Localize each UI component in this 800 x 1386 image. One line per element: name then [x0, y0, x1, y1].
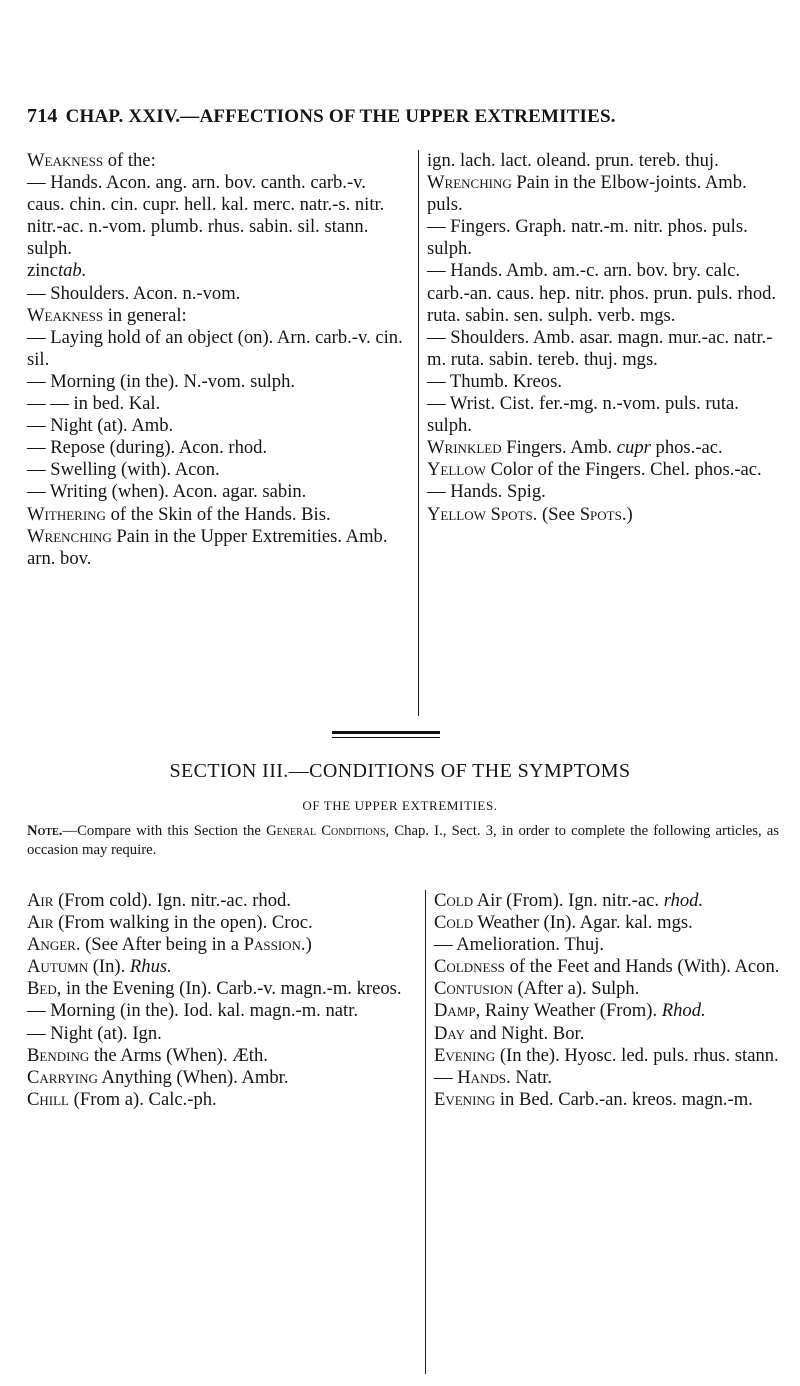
entry-heading: Bending [27, 1044, 90, 1066]
index-entry [427, 216, 779, 260]
index-entry [427, 393, 779, 437]
section-title: SECTION III.—CONDITIONS OF THE SYMPTOMS [169, 760, 631, 782]
entry-text: ) [305, 934, 312, 956]
entry-heading: Air [27, 912, 54, 934]
entry-heading: Damp, [434, 1000, 481, 1022]
entry-heading: Withering [27, 503, 106, 525]
entry-reference: Passion. [243, 934, 306, 956]
index-entry [434, 1023, 780, 1045]
index-entry [434, 956, 780, 978]
index-entry [434, 934, 780, 956]
section-subtitle: OF THE UPPER EXTREMITIES. [302, 798, 498, 813]
entry-text: — Night (at). Amb. [27, 415, 174, 437]
index-entry [27, 1045, 407, 1067]
index-entry [427, 459, 779, 481]
entry-italic-remedy: rhod. [663, 890, 704, 911]
index-entry [27, 912, 407, 934]
index-entry [427, 150, 779, 172]
note-text-2: , Chap. I., Sect. 3, in order to complete the following articles, as occasion may require. [27, 823, 780, 858]
entry-heading: Contusion [434, 978, 513, 1000]
index-entry [27, 481, 405, 503]
index-entry [27, 305, 405, 327]
index-entry [434, 890, 780, 912]
entry-text: of the: [103, 150, 156, 171]
entry-heading: Wrenching [27, 525, 112, 547]
entry-text: of the Skin of the Hands. Bis. [105, 503, 331, 525]
entry-heading: Yellow Spots. [427, 503, 538, 525]
index-entry [27, 437, 405, 459]
index-entry [434, 978, 780, 1000]
index-entry [427, 327, 779, 371]
entry-heading: Wrinkled [427, 437, 502, 459]
index-entry [27, 956, 407, 978]
entry-text: (In the). Hyosc. led. puls. rhus. stann. [495, 1044, 779, 1066]
entry-text: — Shoulders. Amb. asar. magn. mur.-ac. natr.-m. ruta. sabin. tereb. thuj. mgs. [427, 326, 773, 370]
entry-heading: Anger. [27, 934, 81, 956]
entry-text: — Night (at). Ign. [27, 1022, 162, 1044]
index-entry [27, 283, 405, 305]
entry-text: in the Evening (In). Carb.-v. magn.-m. kreos. [61, 978, 402, 1000]
entry-text: — Hands. Acon. ang. arn. bov. canth. carb.-v. caus. chin. cin. cupr. hell. kal. merc. natr.-s. nitr. nitr.-ac. n.-vom. plumb. rhus. sabin. sil. stann. sulph. [27, 172, 385, 260]
index-entry [434, 1067, 780, 1089]
entry-text: of the Feet and Hands (With). Acon. [504, 956, 780, 978]
index-entry [427, 437, 779, 459]
upper-right-column [427, 150, 779, 526]
entry-heading: Bed, [27, 978, 62, 1000]
entry-text: — Shoulders. Acon. n.-vom. [27, 282, 241, 304]
index-entry [434, 1045, 780, 1067]
entry-italic-remedy: Rhus. [129, 956, 172, 978]
page-header [27, 105, 787, 128]
entry-text: Fingers. Amb. [501, 437, 617, 459]
entry-text: Anything (When). Ambr. [97, 1066, 289, 1088]
entry-text: — Swelling (with). Acon. [27, 459, 220, 481]
entry-heading: Cold [434, 912, 474, 934]
note-text-1: —Compare with this Section the [62, 823, 267, 839]
entry-heading: Wrenching [427, 172, 512, 194]
section-rule-top [332, 731, 440, 734]
page-number: 714 [27, 105, 58, 127]
entry-text: in Bed. Carb.-an. kreos. magn.-m. [495, 1088, 753, 1110]
section-rule-bottom [332, 737, 440, 738]
entry-text: — Laying hold of an object (on). Arn. carb.-v. cin. sil. [27, 326, 403, 370]
upper-column-divider [418, 150, 419, 716]
index-entry [27, 172, 405, 260]
entry-text: — Writing (when). Acon. agar. sabin. [27, 481, 307, 503]
entry-text: (See After being in a [80, 934, 244, 956]
entry-heading: Day [434, 1022, 466, 1044]
entry-text: — Repose (during). Acon. rhod. [27, 437, 268, 459]
index-entry [27, 978, 407, 1000]
index-entry [434, 1089, 780, 1111]
entry-text: — — in bed. Kal. [27, 393, 161, 415]
entry-text: — Morning (in the). Iod. kal. magn.-m. natr. [27, 1000, 359, 1022]
index-entry [27, 1023, 407, 1045]
index-entry [27, 1067, 407, 1089]
index-entry [427, 260, 779, 326]
entry-italic-remedy: tab. [57, 260, 87, 282]
entry-text: Natr. [510, 1066, 553, 1088]
note-reference: General Conditions [266, 823, 386, 839]
entry-heading: Air [27, 890, 54, 911]
index-entry [27, 393, 405, 415]
entry-heading: Yellow [427, 459, 486, 481]
lower-right-column [434, 890, 780, 1111]
entry-text: — Wrist. Cist. fer.-mg. n.-vom. puls. ruta. sulph. [427, 393, 739, 437]
entry-text: (In). [88, 956, 130, 978]
entry-text: Air (From). Ign. nitr.-ac. [473, 890, 664, 911]
entry-heading: Hands. [457, 1066, 511, 1088]
entry-text: (After a). Sulph. [512, 978, 640, 1000]
entry-heading: Carrying [27, 1066, 98, 1088]
index-entry [27, 1089, 407, 1111]
note-label: Note. [27, 823, 63, 839]
entry-text: (From walking in the open). Croc. [53, 912, 313, 934]
entry-heading: Evening [434, 1088, 496, 1110]
index-entry [27, 327, 405, 371]
entry-text: Rainy Weather (From). [480, 1000, 662, 1022]
index-entry [27, 526, 405, 570]
entry-text: the Arms (When). Æth. [89, 1044, 268, 1066]
entry-text: — [434, 1066, 458, 1088]
entry-heading: Cold [434, 890, 474, 911]
index-entry [27, 415, 405, 437]
entry-heading: Autumn [27, 956, 89, 978]
entry-text: (See [537, 503, 580, 525]
entry-text: (From a). Calc.-ph. [69, 1088, 217, 1110]
lower-column-divider [425, 890, 426, 1374]
index-entry [27, 934, 407, 956]
entry-text: — Fingers. Graph. natr.-m. nitr. phos. puls. sulph. [427, 216, 748, 260]
index-entry [27, 150, 405, 172]
entry-italic-remedy: cupr [616, 437, 651, 459]
entry-text: zinc [27, 260, 58, 282]
entry-text: phos.-ac. [650, 437, 723, 459]
index-entry [27, 260, 405, 282]
entry-text: — Thumb. Kreos. [427, 370, 562, 392]
entry-heading: Coldness [434, 956, 505, 978]
index-entry [27, 1000, 407, 1022]
entry-text: — Amelioration. Thuj. [434, 934, 605, 956]
index-entry [427, 172, 779, 216]
entry-heading: Weakness [27, 304, 104, 326]
entry-text: — Hands. Spig. [427, 481, 546, 503]
entry-heading: Chill [27, 1088, 70, 1110]
lower-left-column [27, 890, 407, 1111]
entry-heading: Weakness [27, 150, 104, 171]
index-entry [427, 481, 779, 503]
running-title: CHAP. XXIV.—AFFECTIONS OF THE UPPER EXTREMITIES. [65, 106, 616, 127]
upper-left-column [27, 150, 405, 570]
index-entry [27, 459, 405, 481]
entry-italic-remedy: Rhod. [661, 1000, 706, 1022]
index-entry [434, 912, 780, 934]
index-entry [427, 504, 779, 526]
entry-text: in general: [103, 304, 187, 326]
entry-text: (From cold). Ign. nitr.-ac. rhod. [53, 890, 291, 911]
index-entry [27, 371, 405, 393]
entry-text: — Morning (in the). N.-vom. sulph. [27, 370, 296, 392]
entry-text: ign. lach. lact. oleand. prun. tereb. thuj. [427, 150, 719, 171]
entry-text: ) [626, 503, 633, 525]
entry-reference: Spots. [579, 503, 627, 525]
index-entry [434, 1000, 780, 1022]
entry-text: and Night. Bor. [465, 1022, 585, 1044]
index-entry [27, 890, 407, 912]
entry-text: Weather (In). Agar. kal. mgs. [473, 912, 693, 934]
entry-text: — Hands. Amb. am.-c. arn. bov. bry. calc. carb.-an. caus. hep. nitr. phos. prun. puls. rhod. ruta. sabin. sen. sulph. verb. mgs. [427, 260, 777, 326]
entry-text: Pain in the Elbow-joints. Amb. puls. [427, 172, 747, 216]
entry-text: Pain in the Upper Extremities. Amb. arn. bov. [27, 525, 388, 569]
section-note [27, 822, 779, 859]
index-entry [427, 371, 779, 393]
index-entry [27, 504, 405, 526]
entry-heading: Evening [434, 1044, 496, 1066]
entry-text: Color of the Fingers. Chel. phos.-ac. [485, 459, 762, 481]
